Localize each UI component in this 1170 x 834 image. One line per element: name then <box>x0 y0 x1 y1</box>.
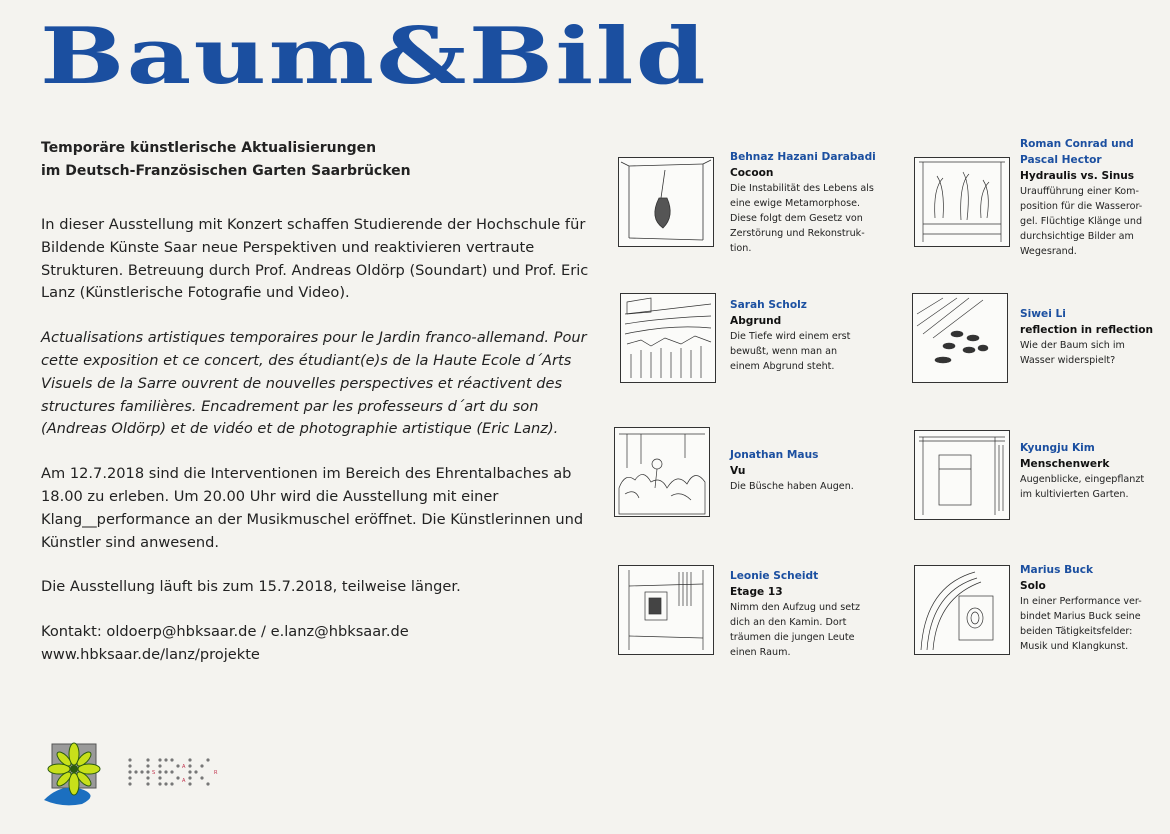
work-description: Die Instabilität des Lebens als eine ewige Metamorphose. Diese folgt dem Gesetz von Zerstörung und Rekonstruk-tion. <box>730 183 874 254</box>
work-description: Die Büsche haben Augen. <box>730 481 854 492</box>
work-title: Abgrund <box>730 315 782 327</box>
contact-website[interactable]: www.hbksaar.de/lanz/projekte <box>41 645 260 663</box>
work-description: Augenblicke, eingepflanzt im kultivierten Garten. <box>1020 474 1145 500</box>
artist-name: Siwei Li <box>1020 308 1066 320</box>
main-text-column <box>41 137 601 667</box>
svg-text:S: S <box>152 770 156 776</box>
artist-name: Kyungju Kim <box>1020 442 1095 454</box>
entry-marius-buck <box>1020 562 1150 654</box>
flower-logo-icon <box>42 742 104 808</box>
work-title: Hydraulis vs. Sinus <box>1020 170 1135 182</box>
etage-13-sketch-image <box>618 565 714 655</box>
artist-name: Roman Conrad und Pascal Hector <box>1020 138 1134 166</box>
poster-title: Baum&Bild <box>40 10 708 102</box>
entry-roman-conrad-pascal-hector <box>1020 136 1155 259</box>
artist-name: Sarah Scholz <box>730 299 807 311</box>
svg-text:A: A <box>182 764 186 770</box>
german-intro-paragraph: In dieser Ausstellung mit Konzert schaffen Studierende der Hochschule für Bildende Künste Saar neue Perspektiven und reaktivieren vertraute Strukturen. Betreuung durch Prof. Andreas Oldörp (Soundart) und Prof. Eric Lanz (Künstlerische Fotografie und Video). <box>41 216 589 302</box>
svg-text:A: A <box>182 778 186 784</box>
entry-jonathan-maus <box>730 447 870 494</box>
work-title: Solo <box>1020 580 1046 592</box>
entry-siwei-li <box>1020 306 1155 368</box>
entry-behnaz-hazani-darabadi <box>730 149 880 256</box>
solo-sketch-image <box>914 565 1010 655</box>
work-description: Nimm den Aufzug und setz dich an den Kamin. Dort träumen die jungen Leute einen Raum. <box>730 602 860 658</box>
artist-name: Marius Buck <box>1020 564 1094 576</box>
work-title: Vu <box>730 465 746 477</box>
contact-block <box>41 621 601 667</box>
subtitle-line-1: Temporäre künstlerische Aktualisierungen <box>41 140 377 156</box>
work-description: Uraufführung einer Kom-position für die Wasseror-gel. Flüchtige Klänge und durchsichtige Bilder am Wegesrand. <box>1020 186 1143 257</box>
french-intro-paragraph: Actualisations artistiques temporaires pour le Jardin franco-allemand. Pour cette exposition et ce concert, des étudiant(e)s de la Haute Ecole d´Arts Visuels de la Sarre ouvrent de nouvelles perspectives et réactivent des structures familières. Encadrement par les professeurs d´art du son (Andreas Oldörp) et de vidéo et de photographie artistique (Eric Lanz). <box>41 329 587 438</box>
subtitle-line-2: im Deutsch-Französischen Garten Saarbrücken <box>41 163 411 179</box>
svg-text:R: R <box>214 770 218 776</box>
work-title: Cocoon <box>730 167 774 179</box>
work-title: Menschenwerk <box>1020 458 1110 470</box>
work-description: Wie der Baum sich im Wasser widerspielt? <box>1020 340 1125 366</box>
artist-name: Leonie Scheidt <box>730 570 819 582</box>
reflection-sketch-image <box>912 293 1008 383</box>
duration-paragraph: Die Ausstellung läuft bis zum 15.7.2018, teilweise länger. <box>41 578 461 596</box>
cocoon-sketch-image <box>618 157 714 247</box>
menschenwerk-sketch-image <box>914 430 1010 520</box>
subtitle <box>41 137 601 183</box>
entry-leonie-scheidt <box>730 568 865 660</box>
hydraulis-sketch-image <box>914 157 1010 247</box>
event-paragraph: Am 12.7.2018 sind die Interventionen im Bereich des Ehrentalbaches ab 18.00 zu erleben. Um 20.00 Uhr wird die Ausstellung mit einer Klang__performance an der Musikmuschel eröffnet. Die Künstlerinnen und Künstler sind anwesend. <box>41 465 584 551</box>
entry-sarah-scholz <box>730 297 860 374</box>
work-description: Die Tiefe wird einem erst bewußt, wenn man an einem Abgrund steht. <box>730 331 851 372</box>
work-title: Etage 13 <box>730 586 783 598</box>
work-title: reflection in reflection <box>1020 324 1154 336</box>
entry-kyungju-kim <box>1020 440 1150 502</box>
artist-name: Behnaz Hazani Darabadi <box>730 151 876 163</box>
artist-name: Jonathan Maus <box>730 449 819 461</box>
vu-sketch-image <box>614 427 710 517</box>
work-description: In einer Performance ver-bindet Marius Buck seine beiden Tätigkeitsfelder: Musik und Klangkunst. <box>1020 596 1142 652</box>
abgrund-sketch-image <box>620 293 716 383</box>
contact-emails[interactable]: Kontakt: oldoerp@hbksaar.de / e.lanz@hbksaar.de <box>41 623 409 641</box>
hbk-saar-logo-icon <box>126 754 230 794</box>
